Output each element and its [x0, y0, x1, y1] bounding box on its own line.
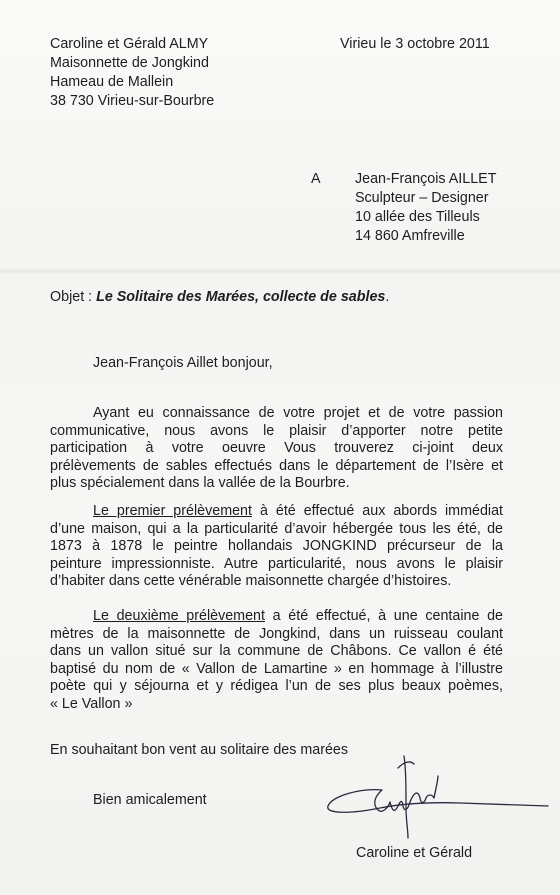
signed-name: Caroline et Gérald [356, 845, 473, 861]
paragraph-line: 1873 à 1878 le peintre hollandais JONGKIND précurseur de la [50, 538, 503, 555]
paper-fold [0, 268, 560, 274]
underlined-phrase: Le deuxième prélèvement [93, 608, 265, 624]
paragraph-line: mètres de la maisonnette de Jongkind, dans un ruisseau coulant [50, 625, 503, 642]
paragraph-text: a été effectué, à une centaine de [264, 608, 503, 624]
paragraph-1 [50, 405, 503, 493]
recipient-line: Jean-François AILLET [355, 171, 497, 187]
closing-regards: Bien amicalement [93, 792, 207, 808]
handwritten-signature [320, 748, 555, 843]
recipient-line: 14 860 Amfreville [355, 228, 465, 244]
sender-line: Maisonnette de Jongkind [50, 55, 209, 71]
sender-line: Caroline et Gérald ALMY [50, 36, 209, 52]
recipient-address [355, 170, 496, 246]
object-line [50, 288, 389, 307]
paragraph-line: poète qui y séjourna et y rédigea l’un de ses plus beaux poèmes, [50, 678, 503, 695]
paragraph-line: participation à votre oeuvre Vous trouverez ci-joint deux [50, 440, 503, 457]
greeting: Jean-François Aillet bonjour, [93, 355, 273, 371]
poem-title: « Le Vallon » [50, 695, 133, 712]
paragraph-line: d’habiter dans cette vénérable maisonnette chargée d’histoires. [50, 573, 452, 590]
paragraph-line: communicative, nous avons le plaisir d’apporter notre petite [50, 422, 503, 439]
object-subject: Le Solitaire des Marées, collecte de sables [96, 289, 386, 305]
paragraph-line [50, 608, 503, 626]
paragraph-3 [50, 608, 503, 714]
paragraph-line [50, 696, 503, 714]
sender-line: 38 730 Virieu-sur-Bourbre [50, 93, 215, 109]
paragraph-line: baptisé du nom de « Vallon de Lamartine » en hommage à l’illustre [50, 660, 503, 677]
sender-address [50, 35, 214, 111]
recipient-line: 10 allée des Tilleuls [355, 209, 480, 225]
paragraph-line: peinture impressionniste. Autre particularité, nous avons le plaisir [50, 555, 503, 572]
object-label: Objet : [50, 289, 97, 305]
letter-date: Virieu le 3 octobre 2011 [340, 36, 490, 52]
recipient-line: Sculpteur – Designer [355, 190, 489, 206]
paragraph-line: plus spécialement dans la vallée de la Bourbre. [50, 475, 350, 492]
paragraph-line [50, 503, 503, 521]
object-end: . [385, 289, 390, 305]
paragraph-line: dans un vallon situé sur la commune de Châbons. Ce vallon é été [50, 643, 503, 660]
paragraph-line: Ayant eu connaissance de votre projet et de votre passion [93, 405, 503, 421]
paragraph-text: à été effectué aux abords immédiat [251, 503, 503, 519]
closing-wish: En souhaitant bon vent au solitaire des marées [50, 742, 349, 758]
sender-line: Hameau de Mallein [50, 74, 174, 90]
underlined-phrase: Le premier prélèvement [93, 503, 252, 519]
recipient-prefix: A [311, 171, 321, 187]
paragraph-line: d’une maison, qui a la particularité d’avoir hébergée tous les été, de [50, 520, 503, 537]
paragraph-line: prélèvements de sables effectués dans le département de l’Isère et [50, 457, 503, 474]
paragraph-2 [50, 503, 503, 591]
